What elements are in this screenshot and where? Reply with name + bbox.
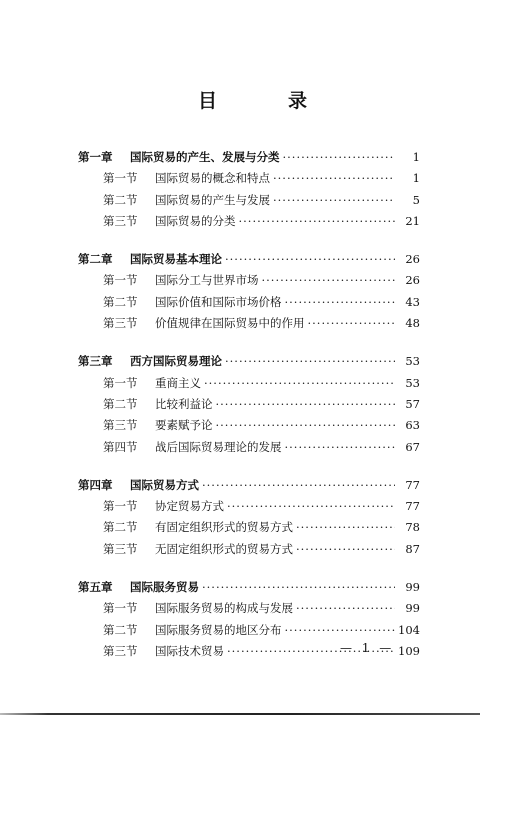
dot-leader bbox=[296, 598, 395, 619]
dot-leader bbox=[296, 539, 395, 560]
dot-leader bbox=[239, 211, 396, 232]
table-of-contents bbox=[0, 147, 505, 679]
section-number: 第一节 bbox=[103, 601, 138, 616]
section-title: 重商主义 bbox=[155, 375, 201, 390]
toc-chapter-entry[interactable] bbox=[0, 147, 505, 168]
section-number: 第一节 bbox=[103, 499, 138, 514]
chapter-title: 国际贸易基本理论 bbox=[130, 252, 222, 267]
section-title: 国际贸易的分类 bbox=[155, 213, 236, 228]
chapter-block bbox=[0, 475, 505, 560]
dot-leader bbox=[216, 415, 396, 436]
chapter-title: 国际服务贸易 bbox=[130, 580, 199, 595]
section-number: 第三节 bbox=[103, 213, 138, 228]
chapter-title: 国际贸易的产生、发展与分类 bbox=[130, 150, 280, 164]
toc-chapter-entry[interactable] bbox=[0, 577, 505, 598]
section-number: 第一节 bbox=[103, 375, 138, 390]
chapter-number: 第一章 bbox=[78, 150, 113, 164]
section-title: 国际价值和国际市场价格 bbox=[155, 294, 282, 309]
section-page: 57 bbox=[405, 396, 420, 411]
chapter-title: 国际贸易方式 bbox=[130, 477, 199, 492]
dot-leader bbox=[202, 577, 395, 598]
toc-section-entry[interactable] bbox=[0, 313, 505, 334]
toc-section-entry[interactable] bbox=[0, 415, 505, 436]
chapter-block bbox=[0, 249, 505, 334]
section-number: 第二节 bbox=[103, 192, 138, 207]
toc-chapter-entry[interactable] bbox=[0, 351, 505, 372]
chapter-page: 1 bbox=[412, 150, 420, 164]
toc-section-entry[interactable] bbox=[0, 598, 505, 619]
toc-chapter-entry[interactable] bbox=[0, 249, 505, 270]
dot-leader bbox=[308, 313, 396, 334]
section-page: 1 bbox=[412, 171, 420, 186]
toc-section-entry[interactable] bbox=[0, 292, 505, 313]
section-number: 第三节 bbox=[103, 643, 138, 658]
section-title: 协定贸易方式 bbox=[155, 499, 224, 514]
section-title: 价值规律在国际贸易中的作用 bbox=[155, 316, 305, 331]
section-page: 109 bbox=[398, 643, 420, 658]
chapter-block bbox=[0, 351, 505, 457]
section-title: 国际服务贸易的构成与发展 bbox=[155, 601, 293, 616]
toc-section-entry[interactable] bbox=[0, 270, 505, 291]
toc-section-entry[interactable] bbox=[0, 168, 505, 189]
section-page: 87 bbox=[405, 541, 420, 556]
dot-leader bbox=[227, 496, 395, 517]
dot-leader bbox=[216, 394, 396, 415]
section-number: 第四节 bbox=[103, 439, 138, 454]
section-number: 第三节 bbox=[103, 541, 138, 556]
chapter-number: 第五章 bbox=[78, 580, 113, 595]
section-number: 第三节 bbox=[103, 418, 138, 433]
chapter-page: 26 bbox=[405, 252, 420, 267]
section-page: 104 bbox=[398, 622, 420, 637]
section-title: 有固定组织形式的贸易方式 bbox=[155, 520, 293, 535]
chapter-block bbox=[0, 577, 505, 662]
section-title: 比较利益论 bbox=[155, 396, 213, 411]
dot-leader bbox=[225, 351, 395, 372]
section-number: 第二节 bbox=[103, 622, 138, 637]
section-page: 63 bbox=[405, 418, 420, 433]
chapter-page: 53 bbox=[405, 354, 420, 369]
section-number: 第二节 bbox=[103, 396, 138, 411]
section-title: 国际服务贸易的地区分布 bbox=[155, 622, 282, 637]
page-number: — 1 — bbox=[340, 641, 395, 655]
toc-section-entry[interactable] bbox=[0, 211, 505, 232]
toc-section-entry[interactable] bbox=[0, 373, 505, 394]
section-page: 48 bbox=[405, 316, 420, 331]
section-title: 要素赋予论 bbox=[155, 418, 213, 433]
dot-leader bbox=[285, 292, 396, 313]
toc-section-entry[interactable] bbox=[0, 190, 505, 211]
toc-chapter-entry[interactable] bbox=[0, 475, 505, 496]
section-page: 43 bbox=[405, 294, 420, 309]
section-title: 国际分工与世界市场 bbox=[155, 273, 259, 288]
toc-section-entry[interactable] bbox=[0, 437, 505, 458]
toc-section-entry[interactable] bbox=[0, 496, 505, 517]
dot-leader bbox=[204, 373, 395, 394]
section-number: 第一节 bbox=[103, 273, 138, 288]
section-title: 国际贸易的产生与发展 bbox=[155, 192, 270, 207]
dot-leader bbox=[262, 270, 396, 291]
toc-section-entry[interactable] bbox=[0, 641, 505, 662]
chapter-page: 99 bbox=[405, 580, 420, 595]
section-title: 无固定组织形式的贸易方式 bbox=[155, 541, 293, 556]
dot-leader bbox=[296, 517, 395, 538]
section-page: 53 bbox=[405, 375, 420, 390]
chapter-page: 77 bbox=[405, 477, 420, 492]
section-number: 第二节 bbox=[103, 520, 138, 535]
chapter-title: 西方国际贸易理论 bbox=[130, 354, 222, 369]
section-title: 战后国际贸易理论的发展 bbox=[155, 439, 282, 454]
page-title: 目 录 bbox=[197, 90, 333, 112]
section-page: 99 bbox=[405, 601, 420, 616]
dot-leader bbox=[202, 475, 395, 496]
section-page: 78 bbox=[405, 520, 420, 535]
chapter-number: 第二章 bbox=[78, 252, 113, 267]
section-page: 21 bbox=[405, 213, 420, 228]
section-title: 国际技术贸易 bbox=[155, 643, 224, 658]
section-number: 第二节 bbox=[103, 294, 138, 309]
dot-leader bbox=[273, 168, 395, 189]
dot-leader bbox=[285, 620, 396, 641]
dot-leader bbox=[225, 249, 395, 270]
section-number: 第一节 bbox=[103, 171, 138, 186]
toc-section-entry[interactable] bbox=[0, 517, 505, 538]
section-number: 第三节 bbox=[103, 316, 138, 331]
chapter-number: 第四章 bbox=[78, 477, 113, 492]
section-page: 67 bbox=[405, 439, 420, 454]
dot-leader bbox=[273, 190, 395, 211]
section-title: 国际贸易的概念和特点 bbox=[155, 171, 270, 186]
toc-section-entry[interactable] bbox=[0, 620, 505, 641]
section-page: 5 bbox=[412, 192, 420, 207]
chapter-block bbox=[0, 147, 505, 232]
dot-leader bbox=[285, 437, 396, 458]
bottom-rule bbox=[0, 713, 480, 715]
chapter-number: 第三章 bbox=[78, 354, 113, 369]
section-page: 26 bbox=[405, 273, 420, 288]
dot-leader bbox=[283, 147, 396, 168]
toc-section-entry[interactable] bbox=[0, 539, 505, 560]
toc-section-entry[interactable] bbox=[0, 394, 505, 415]
section-page: 77 bbox=[405, 499, 420, 514]
